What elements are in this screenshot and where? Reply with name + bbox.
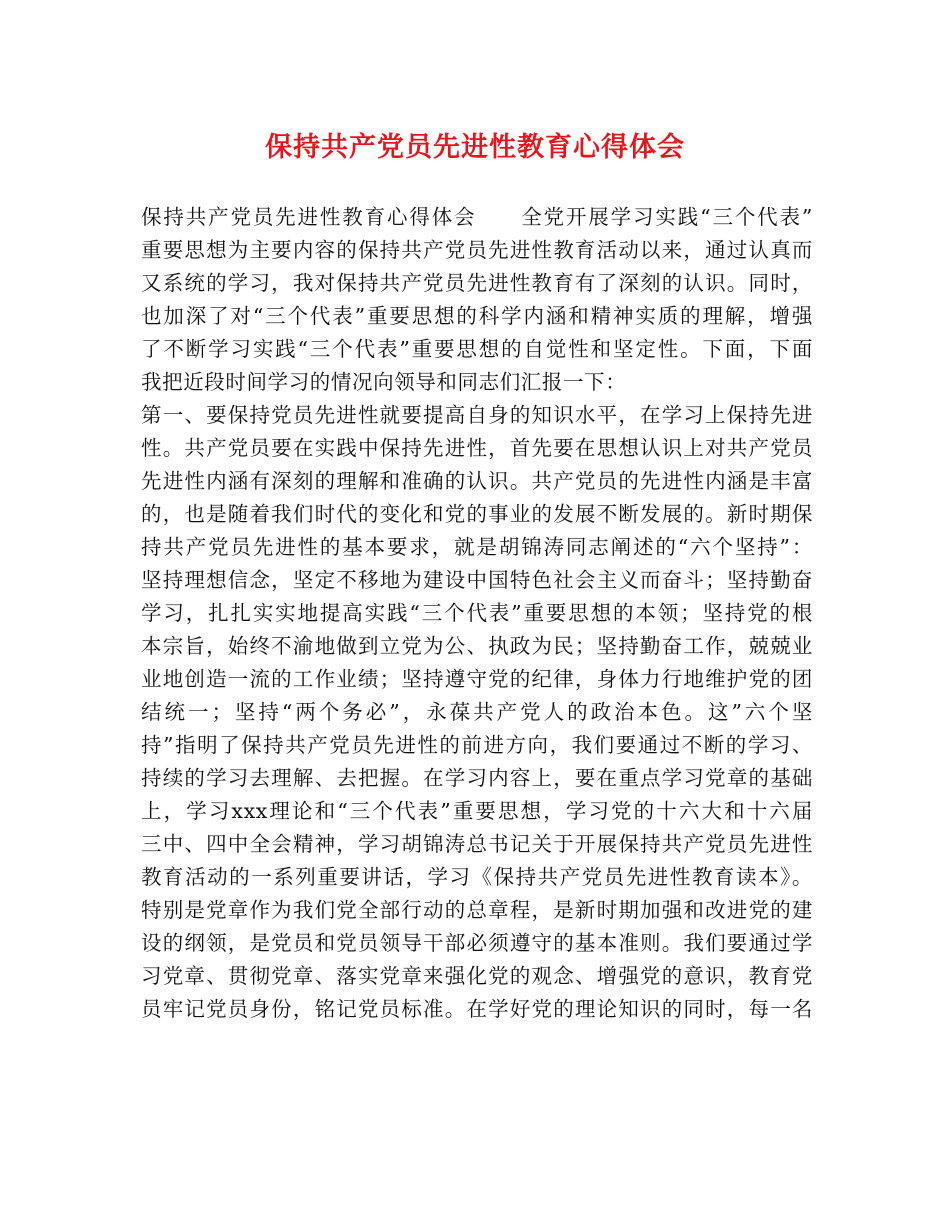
text-line: 第一、要保持党员先进性就要提高自身的知识水平，在学习上保持先进 — [141, 403, 813, 427]
text-line: 又系统的学习，我对保持共产党员先进性教育有了深刻的认识。同时， — [141, 271, 813, 295]
text-line: 上，学习xxx理论和“三个代表”重要思想，学习党的十六大和十六届 — [141, 799, 813, 823]
text-line: 学习，扎扎实实地提高实践“三个代表”重要思想的本领；坚持党的根 — [141, 601, 813, 625]
text-line: 持”指明了保持共产党员先进性的前进方向，我们要通过不断的学习、 — [141, 733, 813, 757]
text-line: 习党章、贯彻党章、落实党章来强化党的观念、增强党的意识，教育党 — [141, 964, 813, 988]
text-line: 的，也是随着我们时代的变化和党的事业的发展不断发展的。新时期保 — [141, 502, 813, 526]
text-line: 坚持理想信念，坚定不移地为建设中国特色社会主义而奋斗；坚持勤奋 — [141, 568, 813, 592]
text-line: 员牢记党员身份，铭记党员标准。在学好党的理论知识的同时，每一名 — [141, 997, 813, 1021]
text-line: 本宗旨，始终不渝地做到立党为公、执政为民；坚持勤奋工作，兢兢业 — [141, 634, 813, 658]
document-body — [141, 201, 813, 1026]
text-line: 特别是党章作为我们党全部行动的总章程，是新时期加强和改进党的建 — [141, 898, 813, 922]
text-line: 性。共产党员要在实践中保持先进性，首先要在思想认识上对共产党员 — [141, 436, 813, 460]
text-line: 我把近段时间学习的情况向领导和同志们汇报一下： — [141, 370, 627, 394]
document-title: 保持共产党员先进性教育心得体会 — [265, 132, 685, 163]
text-line: 结统一；坚持“两个务必”，永葆共产党人的政治本色。这”六个坚 — [141, 700, 813, 724]
text-line: 持共产党员先进性的基本要求，就是胡锦涛同志阐述的“六个坚持”： — [141, 535, 813, 559]
text-line: 重要思想为主要内容的保持共产党员先进性教育活动以来，通过认真而 — [141, 238, 813, 262]
text-line: 保持共产党员先进性教育心得体会 全党开展学习实践“三个代表” — [141, 205, 813, 229]
text-line: 业地创造一流的工作业绩；坚持遵守党的纪律，身体力行地维护党的团 — [141, 667, 813, 691]
text-line: 了不断学习实践“三个代表”重要思想的自觉性和坚定性。下面，下面 — [141, 337, 813, 361]
text-line: 持续的学习去理解、去把握。在学习内容上，要在重点学习党章的基础 — [141, 766, 813, 790]
text-line: 也加深了对“三个代表”重要思想的科学内涵和精神实质的理解，增强 — [141, 304, 813, 328]
text-line: 先进性内涵有深刻的理解和准确的认识。共产党员的先进性内涵是丰富 — [141, 469, 813, 493]
text-line: 设的纲领，是党员和党员领导干部必须遵守的基本准则。我们要通过学 — [141, 931, 813, 955]
text-line: 三中、四中全会精神，学习胡锦涛总书记关于开展保持共产党员先进性 — [141, 832, 813, 856]
text-line: 教育活动的一系列重要讲话，学习《保持共产党员先进性教育读本》。 — [141, 865, 813, 889]
